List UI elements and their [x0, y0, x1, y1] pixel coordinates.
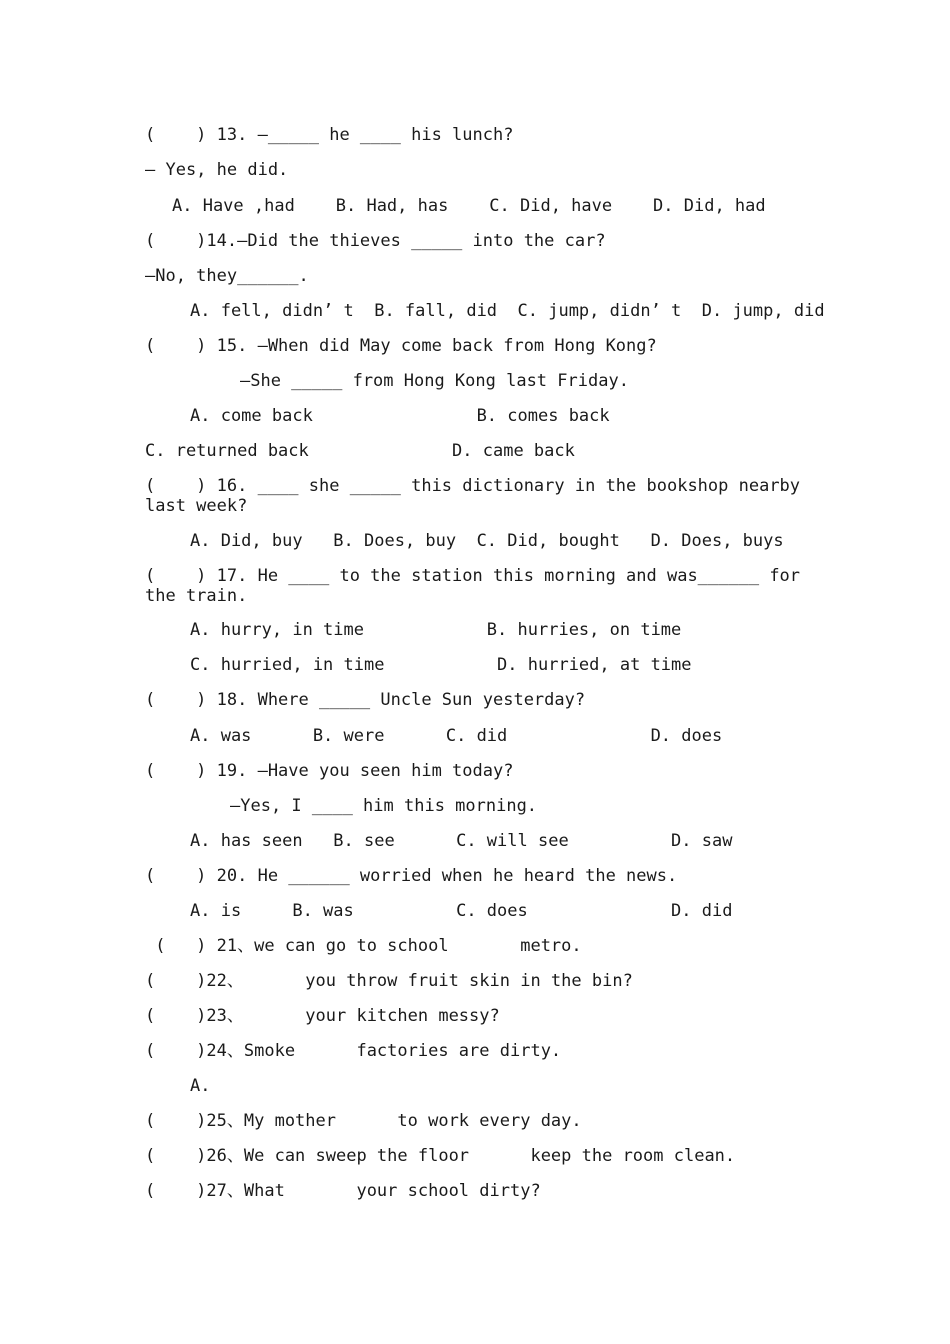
question-23: ( )23、 your kitchen messy? [145, 1006, 500, 1026]
question-25: ( )25、My mother to work every day. [145, 1111, 582, 1131]
answer-13: — Yes, he did. [145, 160, 289, 180]
answer-19: —Yes, I ____ him this morning. [230, 796, 538, 816]
question-20: ( ) 20. He ______ worried when he heard the news. [145, 866, 678, 886]
options-20: A. is B. was C. does D. did [190, 901, 733, 921]
options-16: A. Did, buy B. Does, buy C. Did, bought D. Does, buys [190, 531, 784, 551]
options-14: A. fell, didn’ t B. fall, did C. jump, didn’ t D. jump, did [190, 301, 825, 321]
question-26: ( )26、We can sweep the floor keep the room clean. [145, 1146, 736, 1166]
question-16: ( ) 16. ____ she _____ this dictionary in the bookshop nearby last week? [145, 476, 811, 516]
question-24: ( )24、Smoke factories are dirty. [145, 1041, 562, 1061]
options-24: A. [190, 1076, 211, 1096]
options-15-cd: C. returned back D. came back [145, 441, 575, 461]
question-18: ( ) 18. Where _____ Uncle Sun yesterday? [145, 690, 586, 710]
question-21: ( ) 21、we can go to school metro. [145, 936, 582, 956]
question-27: ( )27、What your school dirty? [145, 1181, 541, 1201]
question-22: ( )22、 you throw fruit skin in the bin? [145, 971, 633, 991]
options-19: A. has seen B. see C. will see D. saw [190, 831, 733, 851]
answer-14: —No, they______. [145, 266, 309, 286]
question-17: ( ) 17. He ____ to the station this morning and was______ for the train. [145, 566, 811, 606]
question-19: ( ) 19. —Have you seen him today? [145, 761, 514, 781]
options-17-ab: A. hurry, in time B. hurries, on time [190, 620, 682, 640]
question-15: ( ) 15. —When did May come back from Hong Kong? [145, 336, 657, 356]
options-18: A. was B. were C. did D. does [190, 726, 723, 746]
options-17-cd: C. hurried, in time D. hurried, at time [190, 655, 692, 675]
question-14: ( )14.—Did the thieves _____ into the car? [145, 231, 606, 251]
question-13: ( ) 13. —_____ he ____ his lunch? [145, 125, 514, 145]
answer-15: —She _____ from Hong Kong last Friday. [240, 371, 629, 391]
options-15-ab: A. come back B. comes back [190, 406, 610, 426]
options-13: A. Have ,had B. Had, has C. Did, have D. Did, had [172, 196, 766, 216]
